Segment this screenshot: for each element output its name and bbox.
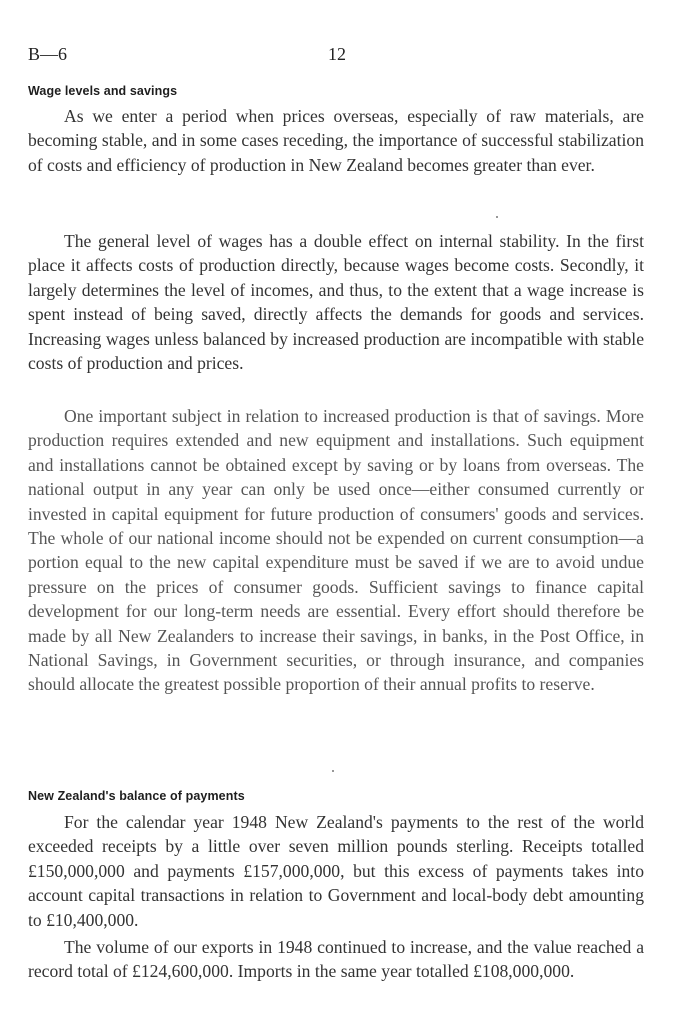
paragraph-price-stabilization: As we enter a period when prices overseas, especially of raw materials, are becoming stable, and in some cases receding, the importance of successful stabilization of costs and efficiency of production in New Zealand becomes greater than ever. [28, 106, 644, 175]
section-heading-wages: Wage levels and savings [28, 84, 178, 98]
stray-mark [496, 216, 498, 218]
paragraph-payments-1948: For the calendar year 1948 New Zealand's payments to the rest of the world exceeded receipts by a little over seven million pounds sterling. Receipts totalled £150,000,000 and payments £157,000,000, but this excess of payments takes into account capital transactions in relation to Government and local-body debt amounting to £10,400,000. [28, 812, 644, 930]
paragraph-exports-imports: The volume of our exports in 1948 continued to increase, and the value reached a record total of £124,600,000. Imports in the same year totalled £108,000,000. [28, 937, 644, 982]
paragraph-wage-effects: The general level of wages has a double effect on internal stability. In the first place it affects costs of production directly, because wages become costs. Secondly, it largely determines the level of incomes, and thus, to the extent that a wage increase is spent instead of being saved, directly affects the demands for goods and services. Increasing wages unless balanced by increased production are incompatible with stable costs of production and prices. [28, 231, 644, 374]
stray-mark [332, 770, 334, 772]
page-number: 12 [328, 44, 346, 64]
section-heading-balance-of-payments: New Zealand's balance of payments [28, 789, 245, 803]
page-reference: B—6 [28, 44, 68, 64]
paragraph-savings: One important subject in relation to increased production is that of savings. More production requires extended and new equipment and installations. Such equipment and installations cannot be obtained except by saving or by loans from overseas. The national output in any year can only be used once—either consumed currently or invested in capital equipment for future production of consumers' goods and services. The whole of our national income should not be expended on current consumption—a portion equal to the new capital expenditure must be saved if we are to avoid undue pressure on the prices of consumer goods. Sufficient savings to finance capital development for our long-term needs are essential. Every effort should therefore be made by all New Zealanders to increase their savings, in banks, in the Post Office, in National Savings, in Government securities, or through insurance, and companies should allocate the greatest possible proportion of their annual profits to reserve. [28, 406, 644, 695]
